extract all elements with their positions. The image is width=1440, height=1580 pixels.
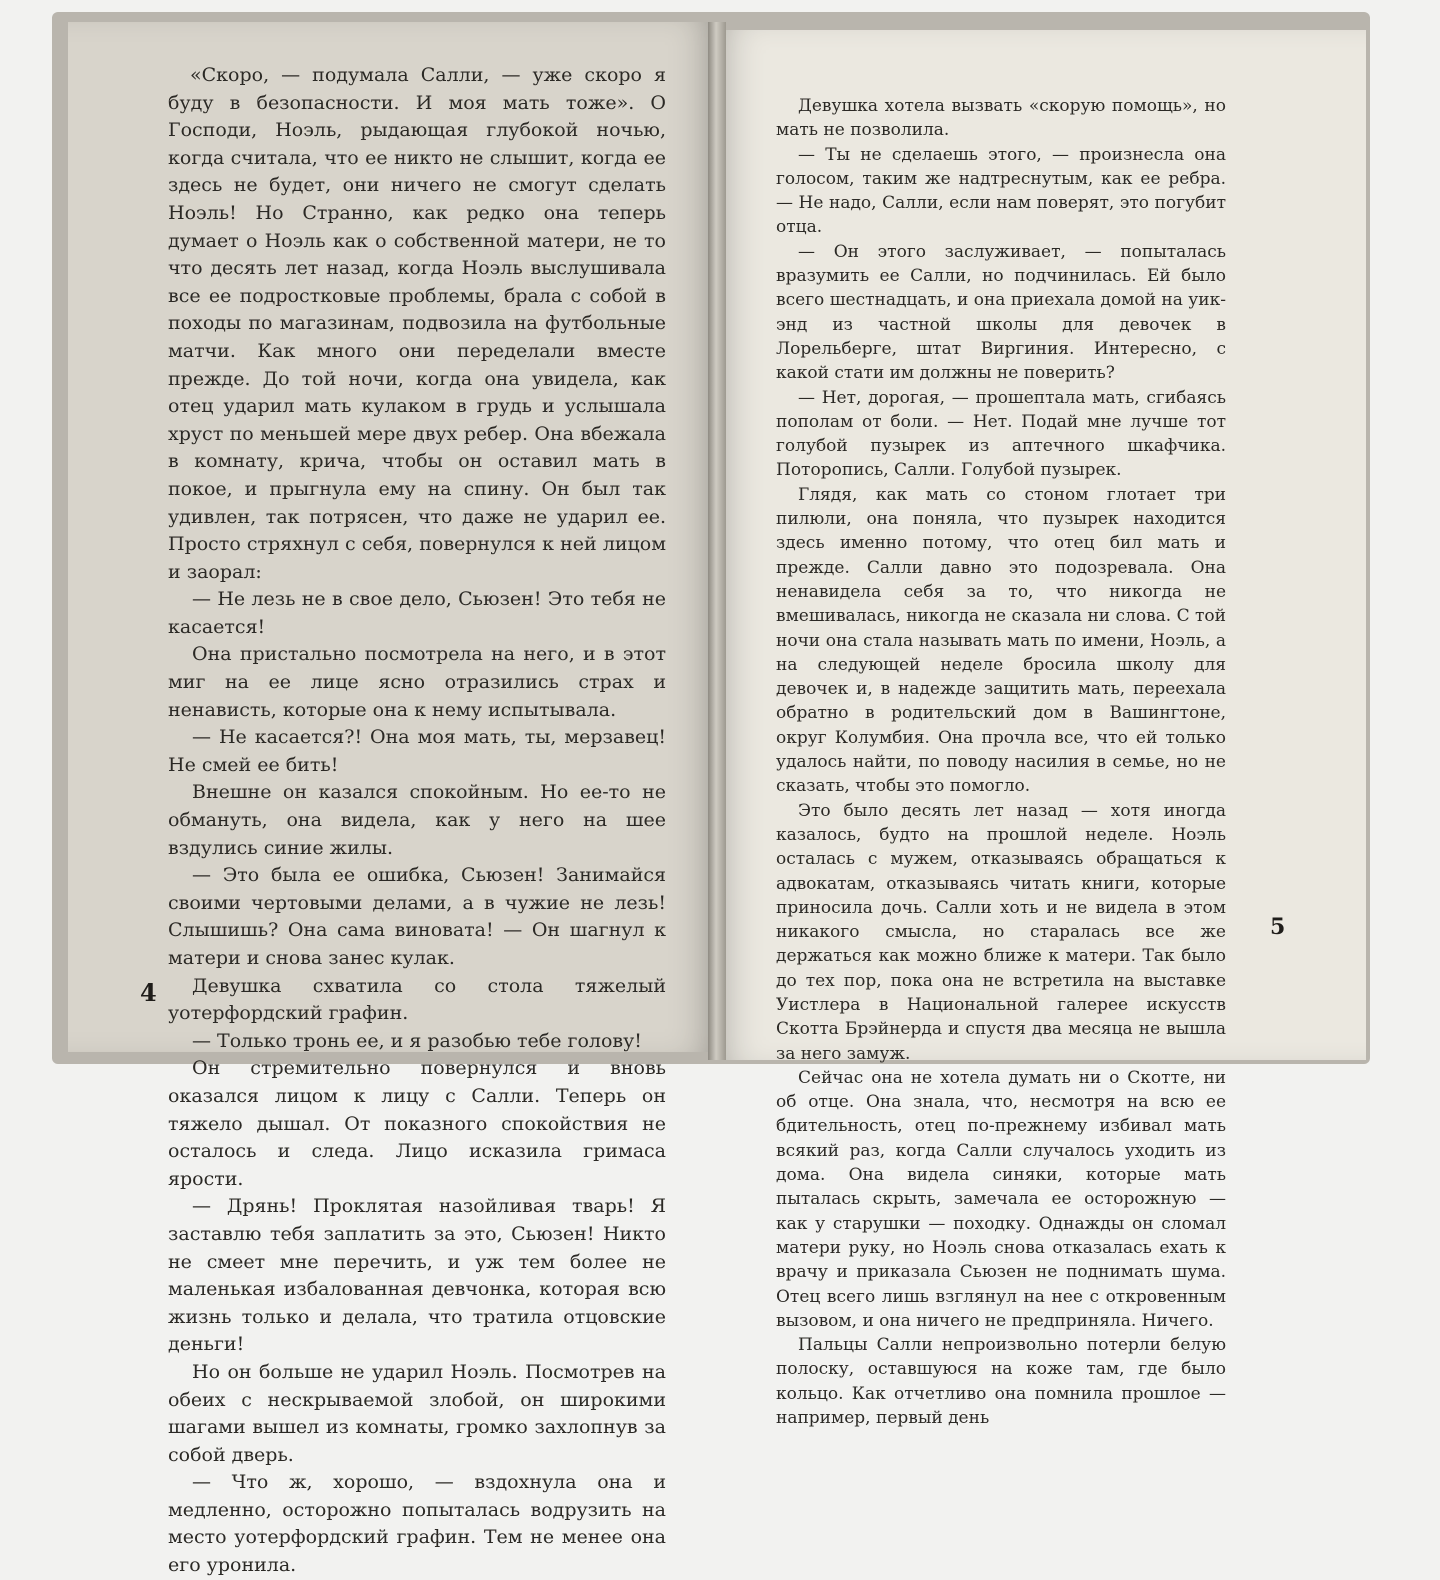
- paragraph: — Дрянь! Проклятая назойливая тварь! Я заставлю тебя заплатить за это, Сьюзен! Никто не смеет мне перечить, и уж тем более не маленькая избалованная девчонка, которая всю жизнь только и делала, что тратила отцовские деньги!: [168, 1195, 666, 1356]
- left-page: [68, 22, 718, 1577]
- paragraph: Но он больше не ударил Ноэль. Посмотрев на обеих с нескрываемой злобой, он широкими шагами вышел из комнаты, громко захлопнув за собой дверь.: [168, 1360, 666, 1466]
- paragraph: — Не касается?! Она моя мать, ты, мерзавец! Не смей ее бить!: [168, 726, 666, 776]
- paragraph: — Ты не сделаешь этого, — произнесла она голосом, таким же надтреснутым, как ее ребра. — Не надо, Салли, если нам поверят, это погубит отца.: [776, 144, 1226, 238]
- paragraph: — Что ж, хорошо, — вздохнула она и медленно, осторожно попыталась водрузить на место уотерфордский графин. Тем не менее она его уронила.: [168, 1471, 666, 1577]
- paragraph: — Он этого заслуживает, — попыталась вразумить ее Салли, но подчинилась. Ей было всего шестнадцать, и она приехала домой на уик-энд из частной школы для девочек в Лорельберге, штат Виргиния. Интересно, с какой стати им должны не поверить?: [776, 241, 1226, 384]
- right-page: [716, 30, 1366, 1429]
- paragraph: — Это была ее ошибка, Сьюзен! Занимайся своими чертовыми делами, а в чужие не лезь! Слышишь? Она сама виновата! — Он шагнул к матери и снова занес кулак.: [168, 864, 666, 969]
- paragraph: Сейчас она не хотела думать ни о Скотте, ни об отце. Она знала, что, несмотря на всю ее бдительность, отец по-прежнему избивал мать всякий раз, когда Салли случалось уходить из дома. Она видела синяки, которые мать пыталась скрыть, замечала ее осторожную — как у старушки — походку. Однажды он сломал матери руку, но Ноэль снова отказалась ехать к врачу и приказала Сьюзен не поднимать шума. Отец всего лишь взглянул на нее с откровенным вызовом, и она ничего не предприняла. Ничего.: [776, 1067, 1226, 1331]
- paragraph: Она пристально посмотрела на него, и в этот миг на ее лице ясно отразились страх и ненависть, которые она к нему испытывала.: [168, 643, 666, 721]
- paragraph: Девушка хотела вызвать «скорую помощь», но мать не позволила.: [776, 96, 1226, 141]
- paragraph: — Не лезь не в свое дело, Сьюзен! Это тебя не касается!: [168, 588, 666, 638]
- paragraph: — Нет, дорогая, — прошептала мать, сгибаясь пополам от боли. — Нет. Подай мне лучше тот голубой пузырек из аптечного шкафчика. Поторопись, Салли. Голубой пузырек.: [776, 387, 1226, 481]
- right-page-number: 5: [1270, 914, 1286, 940]
- left-page-number: 4: [140, 978, 157, 1007]
- paragraph: Внешне он казался спокойным. Но ее-то не обмануть, она видела, как у него на шее вздулись синие жилы.: [168, 781, 666, 859]
- paragraph: — Только тронь ее, и я разобью тебе голову!: [192, 1029, 642, 1052]
- paragraph: Пальцы Салли непроизвольно потерли белую полоску, оставшуюся на коже там, где было кольцо. Как отчетливо она помнила прошлое — например, первый день: [776, 1335, 1226, 1429]
- paragraph: Он стремительно повернулся и вновь оказался лицом к лицу с Салли. Теперь он тяжело дышал. От показного спокойствия не осталось и следа. Лицо исказила гримаса ярости.: [168, 1057, 666, 1190]
- paragraph: Это было десять лет назад — хотя иногда казалось, будто на прошлой неделе. Ноэль осталась с мужем, отказываясь обращаться к адвокатам, отказываясь читать книги, которые приносила дочь. Салли хоть и не видела в этом никакого смысла, но старалась все же держаться как можно ближе к матери. Так было до тех пор, пока она не встретила на выставке Уистлера в Национальной галерее искусств Скотта Брэйнерда и спустя два месяца не вышла за него замуж.: [776, 800, 1226, 1064]
- book-gutter: [708, 22, 726, 1060]
- paragraph: Глядя, как мать со стоном глотает три пилюли, она поняла, что пузырек находится здесь именно потому, что отец бил мать и прежде. Салли давно это подозревала. Она ненавидела себя за то, что никогда не вмешивалась, никогда не сказала ни слова. С той ночи она стала называть мать по имени, Ноэль, а на следующей неделе бросила школу для девочек и, в надежде защитить мать, переехала обратно в родительский дом в Вашингтоне, округ Колумбия. Она прочла все, что ей только удалось найти, по поводу насилия в семье, но не сказать, чтобы это помогло.: [776, 484, 1226, 797]
- paragraph: Девушка схватила со стола тяжелый уотерфордский графин.: [168, 974, 666, 1025]
- paragraph: «Скоро, — подумала Салли, — уже скоро я буду в безопасности. И моя мать тоже». О Господи, Ноэль, рыдающая глубокой ночью, когда считала, что ее никто не слышит, когда ее здесь не будет, они ничего не смогут сделать Ноэль! Но Странно, как редко она теперь думает о Ноэль как о собственной матери, не то что десять лет назад, когда Ноэль выслушивала все ее подростковые проблемы, брала с собой в походы по магазинам, подвозила на футбольные матчи. Как много они переделали вместе прежде. До той ночи, когда она увидела, как отец ударил мать кулаком в грудь и услышала хруст по меньшей мере двух ребер. Она вбежала в комнату, крича, чтобы он оставил мать в покое, и прыгнула ему на спину. Он был так удивлен, так потрясен, что даже не ударил ее. Просто стряхнул с себя, повернулся к ней лицом и заорал:: [168, 64, 666, 583]
